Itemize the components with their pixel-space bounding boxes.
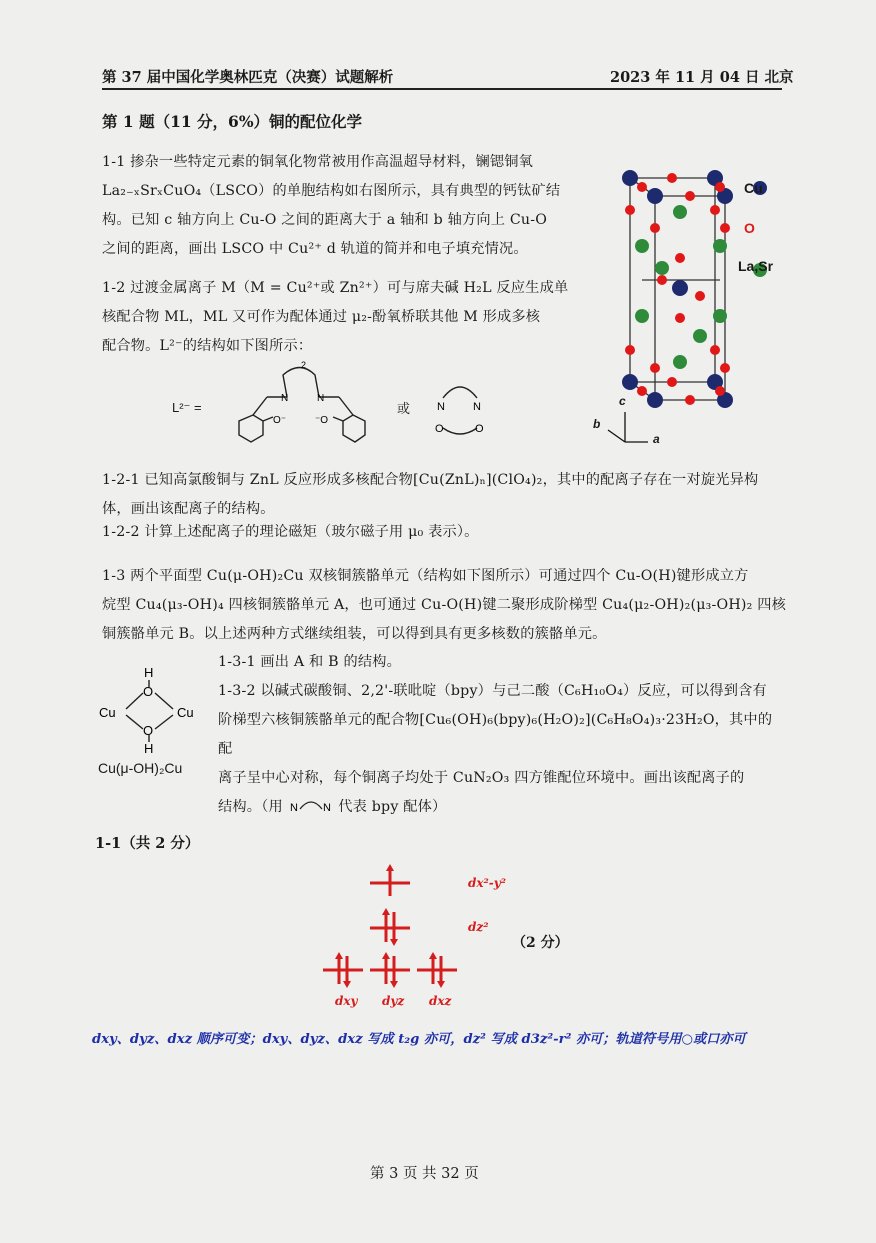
o-atom <box>685 395 695 405</box>
simple-n-right: N <box>473 401 481 413</box>
cu-atom <box>622 170 638 186</box>
legend-cu: Cu <box>744 180 763 196</box>
dimer-cu-left: Cu <box>99 705 116 720</box>
o-atom <box>637 386 647 396</box>
ligand-n-left: N <box>281 393 289 404</box>
bpy-symbol-icon <box>288 797 334 813</box>
answer-heading: 1-1（共 2 分） <box>95 835 200 852</box>
la-sr-atom <box>635 239 649 253</box>
label-dxy: dxy <box>335 994 358 1008</box>
o-atom <box>720 223 730 233</box>
q1-3-text: 1-3 两个平面型 Cu(μ-OH)₂Cu 双核铜簇骼单元（结构如下图所示）可通过四个 Cu-O(H)键形成立方 烷型 Cu₄(μ₃-OH)₄ 四核铜簇骼单元 A，也可通过 Cu-O(H)键二聚形成阶梯型 Cu₄(μ₂-OH)₂(μ₃-OH)₂ 四核 铜簇骼单元 B。以上述两种方式继续组装，可以得到具有更多核数的簇骼单元。 <box>102 568 787 642</box>
simple-o-right: O <box>475 423 484 435</box>
ligand-o-right: ⁻O <box>315 415 329 426</box>
header-date: 2023 年 11 月 04 日 北京 <box>610 69 794 86</box>
o-atom <box>685 191 695 201</box>
header-title: 第 37 届中国化学奥林匹克（决赛）试题解析 <box>102 69 394 86</box>
page-footer: 第 3 页 共 32 页 <box>370 1166 479 1182</box>
o-atom <box>625 345 635 355</box>
o-atom <box>715 182 725 192</box>
la-sr-atom <box>713 239 727 253</box>
ligand-simplified <box>425 380 495 440</box>
o-atom <box>695 291 705 301</box>
dimer-o-bottom: O <box>143 723 154 738</box>
label-dxz: dxz <box>429 994 452 1008</box>
q1-2-2-text: 1-2-2 计算上述配离子的理论磁矩（玻尔磁子用 μ₀ 表示）。 <box>102 524 479 540</box>
axis-a: a <box>653 432 660 446</box>
svg-text:N: N <box>289 802 298 813</box>
legend-o: O <box>744 220 755 236</box>
dimer-h-bottom: H <box>144 741 154 755</box>
simple-n-left: N <box>437 401 445 413</box>
ligand-label: L²⁻ = <box>172 400 202 415</box>
dimer-caption: Cu(μ-OH)₂Cu <box>98 760 183 776</box>
answer-note: dxy、dyz、dxz 顺序可变；dxy、dyz、dxz 写成 t₂g 亦可，dz² 写成 d3z²-r² 亦可；轨道符号用○或口亦可 <box>92 1032 746 1047</box>
question-title: 第 1 题（11 分，6%）铜的配位化学 <box>102 112 363 131</box>
ligand-subscript: 2 <box>301 360 307 370</box>
o-atom <box>650 363 660 373</box>
cu-atom <box>647 392 663 408</box>
ligand-structure <box>215 355 395 445</box>
cu-atom <box>672 280 688 296</box>
label-dyz: dyz <box>382 994 405 1008</box>
cu-atom <box>647 188 663 204</box>
o-atom <box>667 173 677 183</box>
o-atom <box>675 313 685 323</box>
o-atom <box>715 386 725 396</box>
label-dx2-y2: dx²-y² <box>468 876 507 890</box>
la-sr-atom <box>713 309 727 323</box>
o-atom <box>720 363 730 373</box>
cu-atom <box>622 374 638 390</box>
svg-text:N: N <box>322 802 331 813</box>
header-rule <box>102 88 782 90</box>
lscO-unit-cell-figure <box>600 150 800 450</box>
o-atom <box>667 377 677 387</box>
q1-3-2-text: 1-3-2 以碱式碳酸铜、2,2'-联吡啶（bpy）与己二酸（C₆H₁₀O₄）反应，可以得到含有 阶梯型六核铜簇骼单元的配合物[Cu₆(OH)₆(bpy)₆(H₂O)₂](C₆H₈O₄)₃·23H₂O，其中的配 离子呈中心对称，每个铜离子均处于 CuN₂O₃ 四方锥配位环境中。画出该配离子的 结构。（用 N N 代表 bpy 配体） <box>218 683 773 815</box>
dimer-h-top: H <box>144 665 154 680</box>
ligand-o-left: O⁻ <box>273 415 287 426</box>
o-atom <box>650 223 660 233</box>
legend-la-sr: La,Sr <box>738 258 774 274</box>
label-dz2: dz² <box>468 920 489 934</box>
simple-o-left: O <box>435 423 444 435</box>
o-atom <box>710 205 720 215</box>
la-sr-atom <box>693 329 707 343</box>
q1-1-text: 1-1 掺杂一些特定元素的铜氧化物常被用作高温超导材料，镧锶铜氧 La₂₋ₓSrₓCuO₄（LSCO）的单胞结构如右图所示，具有典型的钙钛矿结 构。已知 c 轴方向上 Cu-O 之间的距离大于 a 轴和 b 轴方向上 Cu-O 之间的距离，画出 LSCO 中 Cu²⁺ d 轨道的简并和电子填充情况。 <box>102 154 561 257</box>
o-atom <box>637 182 647 192</box>
q1-3-1-text: 1-3-1 画出 A 和 B 的结构。 <box>218 654 402 670</box>
o-atom <box>657 275 667 285</box>
answer-score: （2 分） <box>512 935 569 951</box>
axis-b: b <box>593 417 601 431</box>
la-sr-atom <box>673 355 687 369</box>
dimer-o-top: O <box>143 684 154 699</box>
o-atom <box>710 345 720 355</box>
ligand-or: 或 <box>397 402 411 417</box>
la-sr-atom <box>655 261 669 275</box>
cu-dimer-structure <box>95 665 215 755</box>
q1-2-text: 1-2 过渡金属离子 M（M = Cu²⁺或 Zn²⁺）可与席夫碱 H₂L 反应生成单 核配合物 ML，ML 又可作为配体通过 μ₂-酚氧桥联其他 M 形成多核 配合物。L²⁻的结构如下图所示： <box>102 280 569 354</box>
la-sr-atom <box>673 205 687 219</box>
o-atom <box>675 253 685 263</box>
axis-c: c <box>619 394 626 408</box>
o-atom <box>625 205 635 215</box>
q1-2-1-text: 1-2-1 已知高氯酸铜与 ZnL 反应形成多核配合物[Cu(ZnL)ₙ](ClO₄)₂，其中的配离子存在一对旋光异构 体，画出该配离子的结构。 <box>102 472 759 517</box>
dimer-cu-right: Cu <box>177 705 194 720</box>
la-sr-atom <box>635 309 649 323</box>
ligand-n-right: N <box>317 393 325 404</box>
